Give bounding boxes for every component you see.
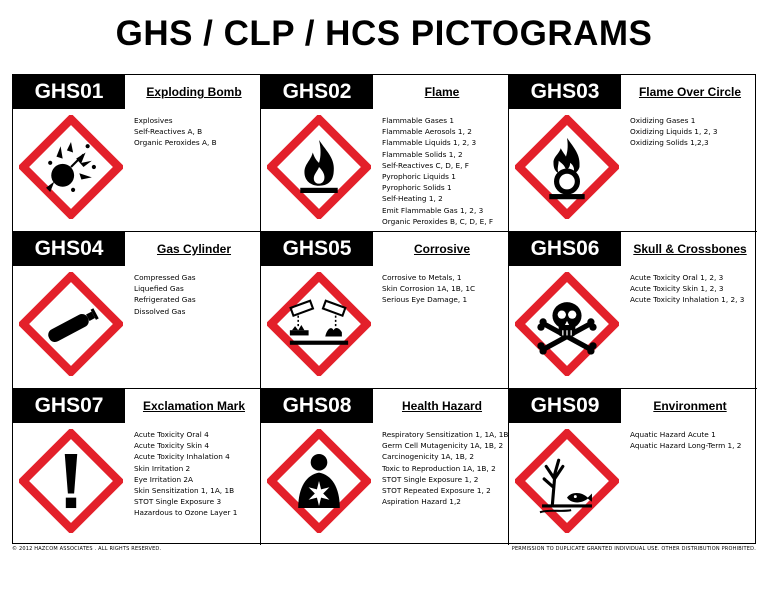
pictogram-card-ghs07 — [13, 389, 261, 545]
list-item: Emit Flammable Gas 1, 2, 3 — [382, 205, 484, 215]
pictogram-name: Exploding Bomb — [146, 85, 242, 99]
list-item: Aspiration Hazard 1,2 — [382, 497, 461, 507]
pictogram-code: GHS04 — [13, 232, 125, 266]
exploding-bomb-icon — [19, 115, 123, 219]
pictogram-code: GHS06 — [509, 232, 621, 266]
pictogram-name: Exclamation Mark — [142, 399, 246, 413]
list-item: Eye Irritation 2A — [134, 474, 194, 484]
list-item: STOT Single Exposure 1, 2 — [382, 474, 479, 484]
gas-cylinder-icon — [19, 272, 123, 376]
list-item: Flammable Liquids 1, 2, 3 — [382, 138, 477, 148]
environment-icon — [515, 429, 619, 533]
pictogram-card-ghs02 — [261, 75, 509, 232]
pictogram-card-ghs06 — [509, 232, 757, 389]
exclamation-mark-icon — [19, 429, 123, 533]
list-item: Organic Peroxides B, C, D, E, F — [382, 216, 494, 226]
list-item: Respiratory Sensitization 1, 1A, 1B — [382, 430, 509, 439]
list-item: Flammable Aerosols 1, 2 — [382, 127, 472, 137]
hazard-list — [382, 429, 509, 507]
list-item: Compressed Gas — [134, 273, 196, 282]
list-item: Acute Toxicity Inhalation 4 — [134, 452, 230, 462]
permission-notice: PERMISSION TO DUPLICATE GRANTED INDIVIDUAL USE. OTHER DISTRIBUTION PROHIBITED. — [511, 546, 756, 552]
list-item: Dissolved Gas — [134, 306, 186, 316]
pictogram-name: Skull & Crossbones — [633, 242, 747, 256]
hazard-list — [382, 272, 506, 306]
hazard-list — [630, 115, 754, 149]
hazard-list — [134, 429, 258, 519]
pictogram-name: Gas Cylinder — [156, 242, 232, 256]
list-item: Skin Irritation 2 — [134, 463, 191, 473]
skull-crossbones-icon — [515, 272, 619, 376]
pictogram-name: Environment — [653, 399, 727, 413]
pictogram-code: GHS07 — [13, 389, 125, 423]
pictogram-code: GHS09 — [509, 389, 621, 423]
list-item: Organic Peroxides A, B — [134, 138, 217, 148]
list-item: Oxidizing Solids 1,2,3 — [630, 138, 709, 148]
hazard-list — [134, 115, 258, 149]
list-item: Acute Toxicity Skin 1, 2, 3 — [630, 284, 724, 294]
list-item: Pyrophoric Liquids 1 — [382, 172, 456, 182]
pictogram-card-ghs08 — [261, 389, 509, 545]
flame-over-circle-icon — [515, 115, 619, 219]
pictogram-card-ghs01 — [13, 75, 261, 232]
list-item: Carcinogenicity 1A, 1B, 2 — [382, 452, 475, 462]
list-item: Germ Cell Mutagenicity 1A, 1B, 2 — [382, 441, 504, 451]
list-item: Oxidizing Liquids 1, 2, 3 — [630, 127, 718, 137]
flame-icon — [267, 115, 371, 219]
pictogram-card-ghs04 — [13, 232, 261, 389]
pictogram-code: GHS01 — [13, 75, 125, 109]
list-item: Acute Toxicity Oral 4 — [134, 430, 209, 439]
pictogram-code: GHS03 — [509, 75, 621, 109]
pictogram-grid — [12, 74, 756, 544]
list-item: Aquatic Hazard Acute 1 — [630, 430, 716, 439]
list-item: Self-Reactives A, B — [134, 127, 203, 137]
list-item: Skin Sensitization 1, 1A, 1B — [134, 486, 235, 496]
list-item: Aquatic Hazard Long-Term 1, 2 — [630, 441, 742, 451]
pictogram-card-ghs05 — [261, 232, 509, 389]
list-item: STOT Single Exposure 3 — [134, 497, 222, 507]
pictogram-name: Corrosive — [413, 242, 471, 256]
list-item: Acute Toxicity Oral 1, 2, 3 — [630, 273, 724, 282]
list-item: Acute Toxicity Inhalation 1, 2, 3 — [630, 295, 745, 305]
list-item: Self-Heating 1, 2 — [382, 194, 443, 204]
page-title: GHS / CLP / HCS PICTOGRAMS — [115, 14, 653, 53]
pictogram-name: Flame Over Circle — [638, 85, 742, 99]
hazard-list — [134, 272, 258, 317]
pictogram-card-ghs03 — [509, 75, 757, 232]
list-item: Oxidizing Gases 1 — [630, 116, 696, 125]
list-item: Flammable Gases 1 — [382, 116, 455, 125]
list-item: Skin Corrosion 1A, 1B, 1C — [382, 284, 476, 294]
hazard-list — [382, 115, 506, 227]
list-item: Liquefied Gas — [134, 284, 184, 294]
copyright-notice: © 2012 HAZCOM ASSOCIATES . ALL RIGHTS RESERVED. — [12, 546, 162, 552]
pictogram-name: Flame — [424, 85, 460, 99]
pictogram-code: GHS02 — [261, 75, 373, 109]
list-item: STOT Repeated Exposure 1, 2 — [382, 486, 491, 496]
list-item: Self-Reactives C, D, E, F — [382, 160, 469, 170]
list-item: Pyrophoric Solids 1 — [382, 183, 452, 193]
pictogram-code: GHS08 — [261, 389, 373, 423]
list-item: Serious Eye Damage, 1 — [382, 295, 468, 305]
list-item: Refrigerated Gas — [134, 295, 196, 305]
health-hazard-icon — [267, 429, 371, 533]
pictogram-card-ghs09 — [509, 389, 757, 545]
corrosive-icon — [267, 272, 371, 376]
list-item: Toxic to Reproduction 1A, 1B, 2 — [382, 463, 496, 473]
list-item: Acute Toxicity Skin 4 — [134, 441, 209, 451]
hazard-list — [630, 272, 754, 306]
list-item: Corrosive to Metals, 1 — [382, 273, 462, 282]
list-item: Hazardous to Ozone Layer 1 — [134, 508, 238, 518]
pictogram-name: Health Hazard — [401, 399, 483, 413]
pictogram-code: GHS05 — [261, 232, 373, 266]
list-item: Explosives — [134, 116, 173, 125]
hazard-list — [630, 429, 754, 451]
list-item: Flammable Solids 1, 2 — [382, 149, 463, 159]
